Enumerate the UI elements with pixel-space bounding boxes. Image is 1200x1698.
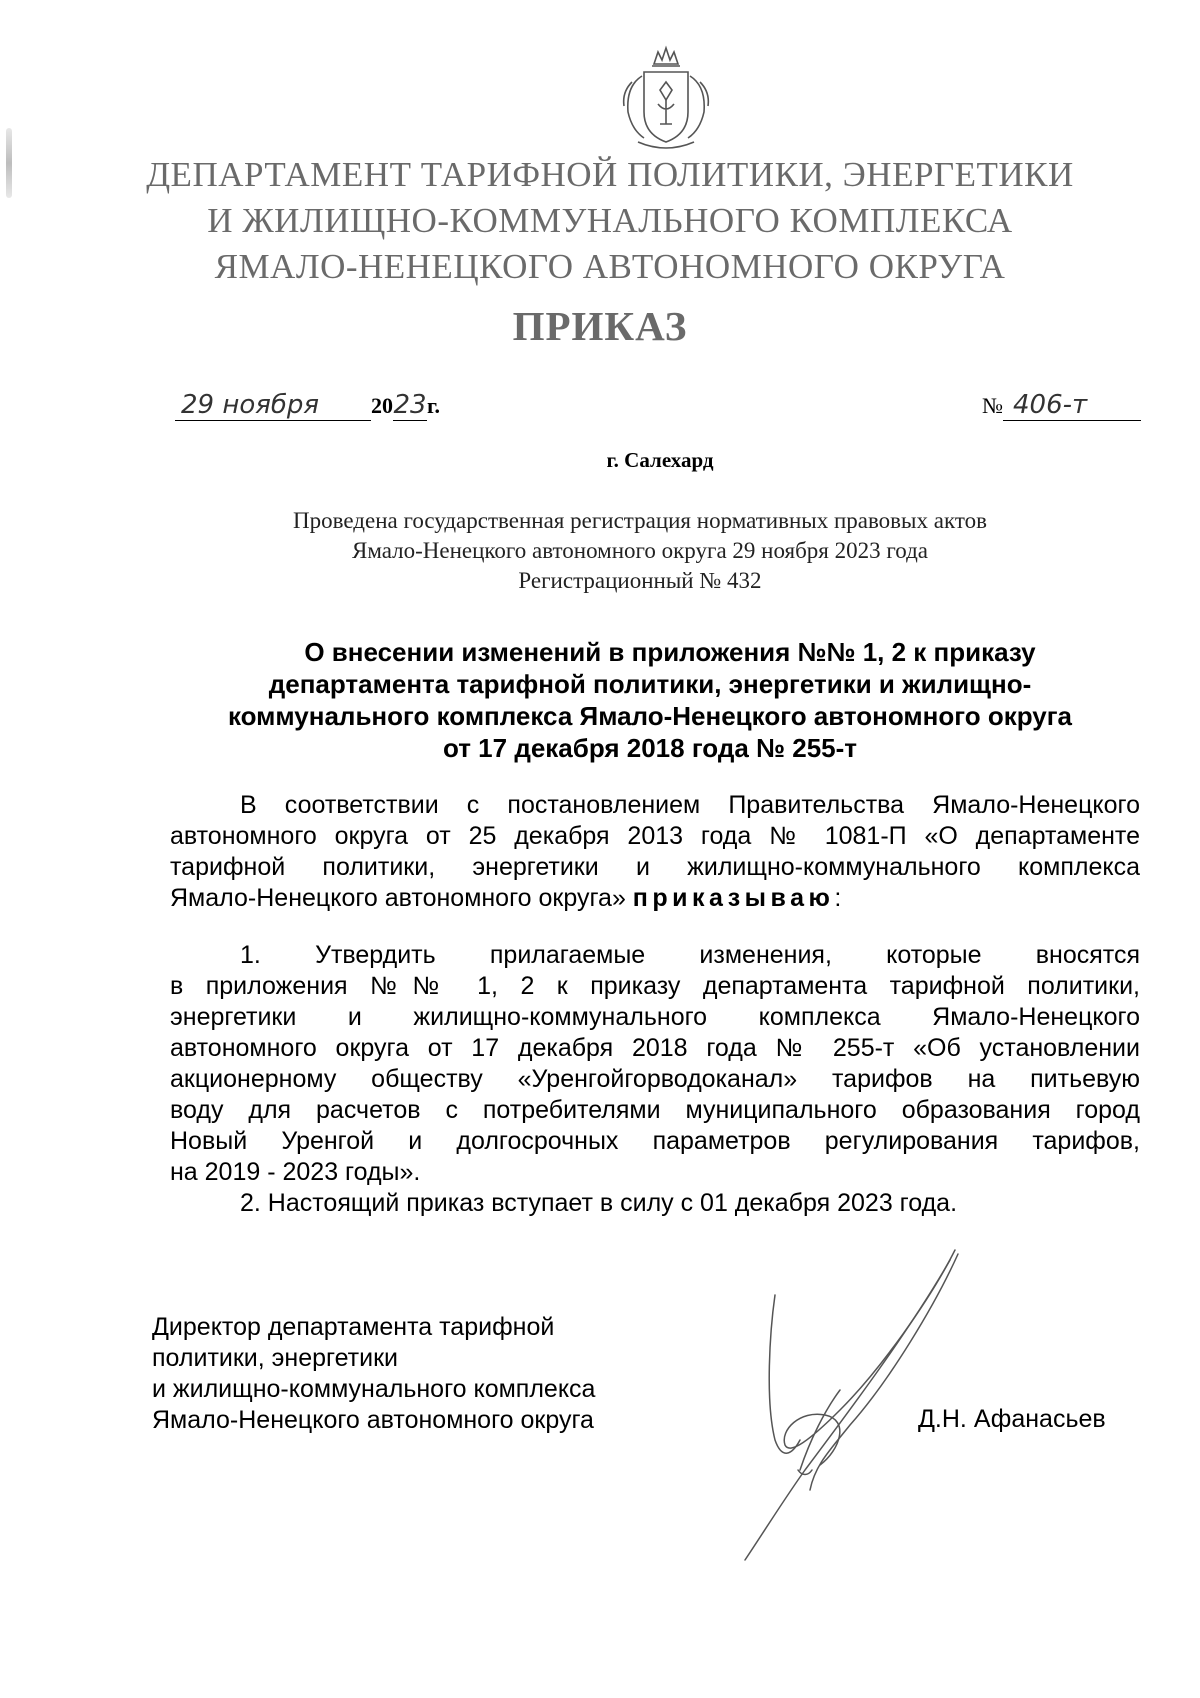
handwritten-number: 406-т (1013, 390, 1088, 420)
item1-line: энергетики и жилищно-коммунального комплекса Ямало-Ненецкого (170, 1003, 1140, 1031)
position-line: и жилищно-коммунального комплекса (152, 1375, 596, 1403)
registration-line: Ямало-Ненецкого автономного округа 29 ноября 2023 года (352, 538, 928, 563)
preamble-line: автономного округа от 25 декабря 2013 года № 1081-П «О департаменте (170, 822, 1140, 850)
department-line: И ЖИЛИЩНО-КОММУНАЛЬНОГО КОМПЛЕКСА (207, 201, 1013, 240)
signatory-position (152, 1312, 595, 1436)
preamble-colon: : (834, 884, 842, 912)
position-line: Директор департамента тарифной (152, 1313, 555, 1341)
department-header (80, 152, 1140, 290)
items-paragraph (170, 940, 1140, 1219)
preamble-line: В соответствии с постановлением Правительства Ямало-Ненецкого (240, 791, 1140, 819)
position-line: политики, энергетики (152, 1344, 398, 1372)
title-line: от 17 декабря 2018 года № 255-т (442, 733, 858, 763)
registration-note (100, 506, 1180, 596)
preamble-last-line (170, 883, 1140, 914)
department-line: ЯМАЛО-НЕНЕЦКОГО АВТОНОМНОГО ОКРУГА (214, 247, 1006, 286)
department-line: ДЕПАРТАМЕНТ ТАРИФНОЙ ПОЛИТИКИ, ЭНЕРГЕТИКИ (146, 155, 1074, 194)
position-line: Ямало-Ненецкого автономного округа (152, 1406, 594, 1434)
order-title (150, 636, 1150, 764)
item2-line: 2. Настоящий приказ вступает в силу с 01 декабря 2023 года. (240, 1189, 958, 1217)
item1-line: воду для расчетов с потребителями муниципального образования город (170, 1096, 1140, 1124)
order-number (982, 390, 1141, 421)
title-line: департамента тарифной политики, энергетики и жилищно- (268, 669, 1032, 699)
scan-artifact (6, 128, 12, 198)
registration-line: Проведена государственная регистрация нормативных правовых актов (293, 508, 987, 533)
city: г. Салехард (606, 448, 714, 472)
title-line: О внесении изменений в приложения №№ 1, 2 к приказу (304, 637, 1036, 667)
year-suffix: г. (427, 393, 441, 418)
order-date (175, 390, 440, 421)
year-prefix: 20 (371, 393, 393, 418)
keyword-prikazyvayu: приказываю (632, 884, 835, 912)
preamble-line: тарифной политики, энергетики и жилищно-коммунального комплекса (170, 853, 1140, 881)
preamble-paragraph (170, 790, 1140, 914)
registration-line: Регистрационный № 432 (518, 568, 762, 593)
handwritten-year: 23 (393, 390, 427, 420)
coat-of-arms-icon (614, 42, 718, 152)
signatory-name: Д.Н. Афанасьев (918, 1405, 1106, 1433)
preamble-text: Ямало-Ненецкого автономного округа» (170, 884, 633, 912)
item1-line: в приложения №№ 1, 2 к приказу департамента тарифной политики, (170, 972, 1140, 1000)
title-line: коммунального комплекса Ямало-Ненецкого автономного округа (227, 701, 1073, 731)
item1-last-line: на 2019 - 2023 годы». (170, 1158, 421, 1186)
item1-line: Новый Уренгой и долгосрочных параметров регулирования тарифов, (170, 1127, 1140, 1155)
number-label: № (982, 393, 1003, 418)
item1-line: автономного округа от 17 декабря 2018 года № 255-т «Об установлении (170, 1034, 1140, 1062)
item1-line: акционерному обществу «Уренгойгорводоканал» тарифов на питьевую (170, 1065, 1140, 1093)
item1-line: 1. Утвердить прилагаемые изменения, которые вносятся (240, 941, 1140, 969)
document-type: ПРИКАЗ (512, 303, 688, 349)
handwritten-date: 29 ноября (181, 390, 320, 420)
